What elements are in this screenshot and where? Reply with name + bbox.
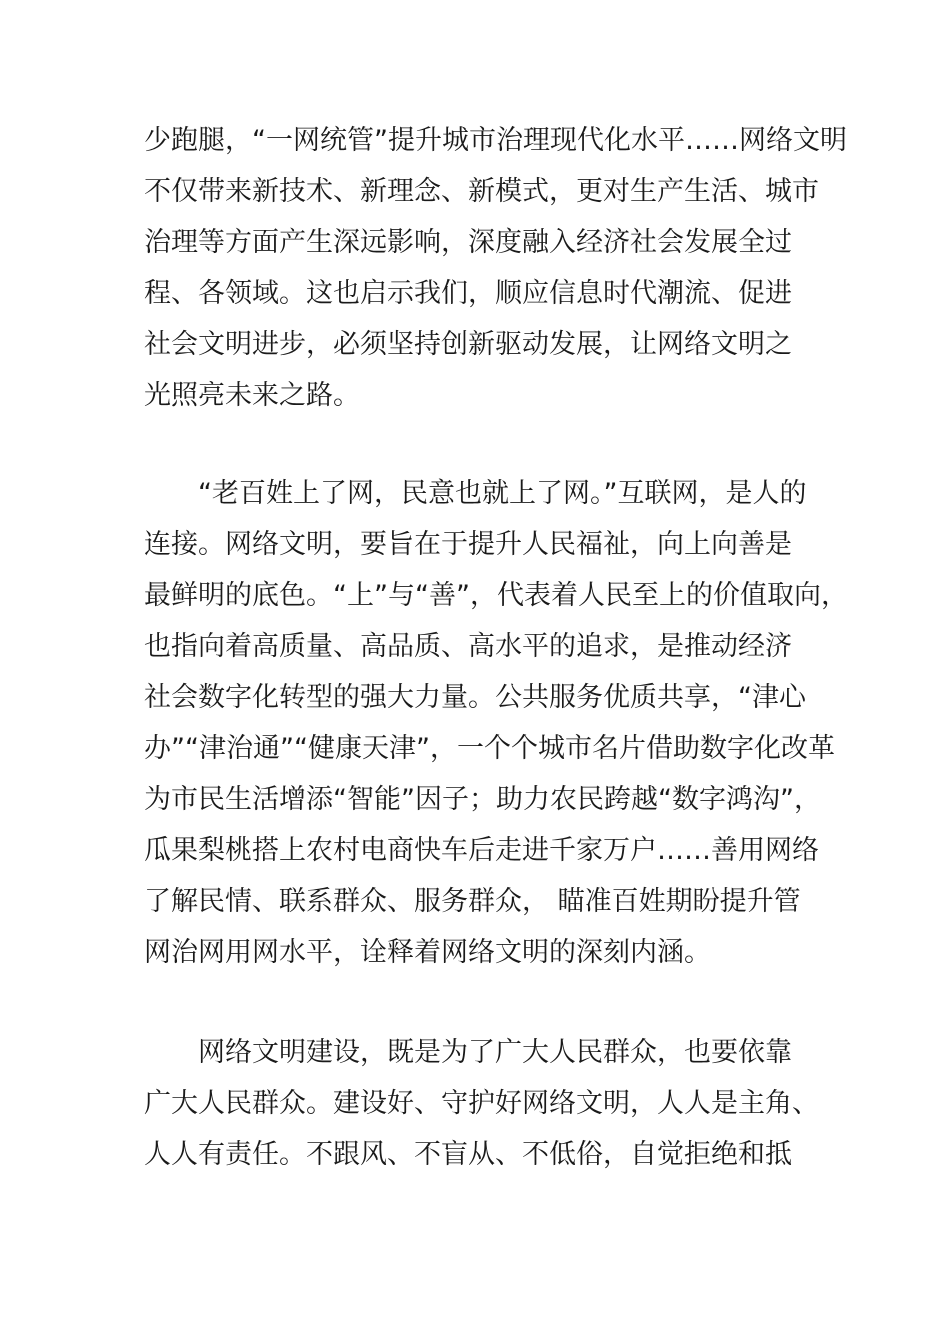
text-line: 不仅带来新技术、新理念、新模式，更对生产生活、城市 xyxy=(144,176,819,207)
text-line: 社会数字化转型的强大力量。公共服务优质共享，“津心 xyxy=(144,682,806,713)
text-line: 瓜果梨桃搭上农村电商快车后走进千家万户……善用网络 xyxy=(144,835,819,866)
text-line: 光照亮未来之路。 xyxy=(144,380,360,411)
text-line: 治理等方面产生深远影响，深度融入经济社会发展全过 xyxy=(144,227,792,258)
text-line: 了解民情、联系群众、服务群众， 瞄准百姓期盼提升管 xyxy=(144,886,801,917)
text-line: 人人有责任。不跟风、不盲从、不低俗，自觉拒绝和抵 xyxy=(144,1139,792,1170)
text-line: 少跑腿，“一网统管”提升城市治理现代化水平……网络文明 xyxy=(144,125,847,156)
text-line: 最鲜明的底色。“上”与“善”，代表着人民至上的价值取向， xyxy=(144,580,848,611)
text-line: 程、各领域。这也启示我们，顺应信息时代潮流、促进 xyxy=(144,278,792,309)
text-line: 为市民生活增添“智能”因子；助力农民跨越“数字鸿沟”， xyxy=(144,784,821,815)
text-line: 网治网用网水平，诠释着网络文明的深刻内涵。 xyxy=(144,937,711,968)
text-line: 办”“津治通”“健康天津”，一个个城市名片借助数字化改革 xyxy=(144,733,835,764)
text-line: 广大人民群众。建设好、守护好网络文明，人人是主角、 xyxy=(144,1088,819,1119)
text-line: 社会文明进步，必须坚持创新驱动发展，让网络文明之 xyxy=(144,329,792,360)
text-line: 也指向着高质量、高品质、高水平的追求，是推动经济 xyxy=(144,631,792,662)
text-line: “老百姓上了网，民意也就上了网。”互联网，是人的 xyxy=(198,478,807,509)
text-line: 连接。网络文明，要旨在于提升人民福祉，向上向善是 xyxy=(144,529,792,560)
text-line: 网络文明建设，既是为了广大人民群众，也要依靠 xyxy=(198,1037,792,1068)
